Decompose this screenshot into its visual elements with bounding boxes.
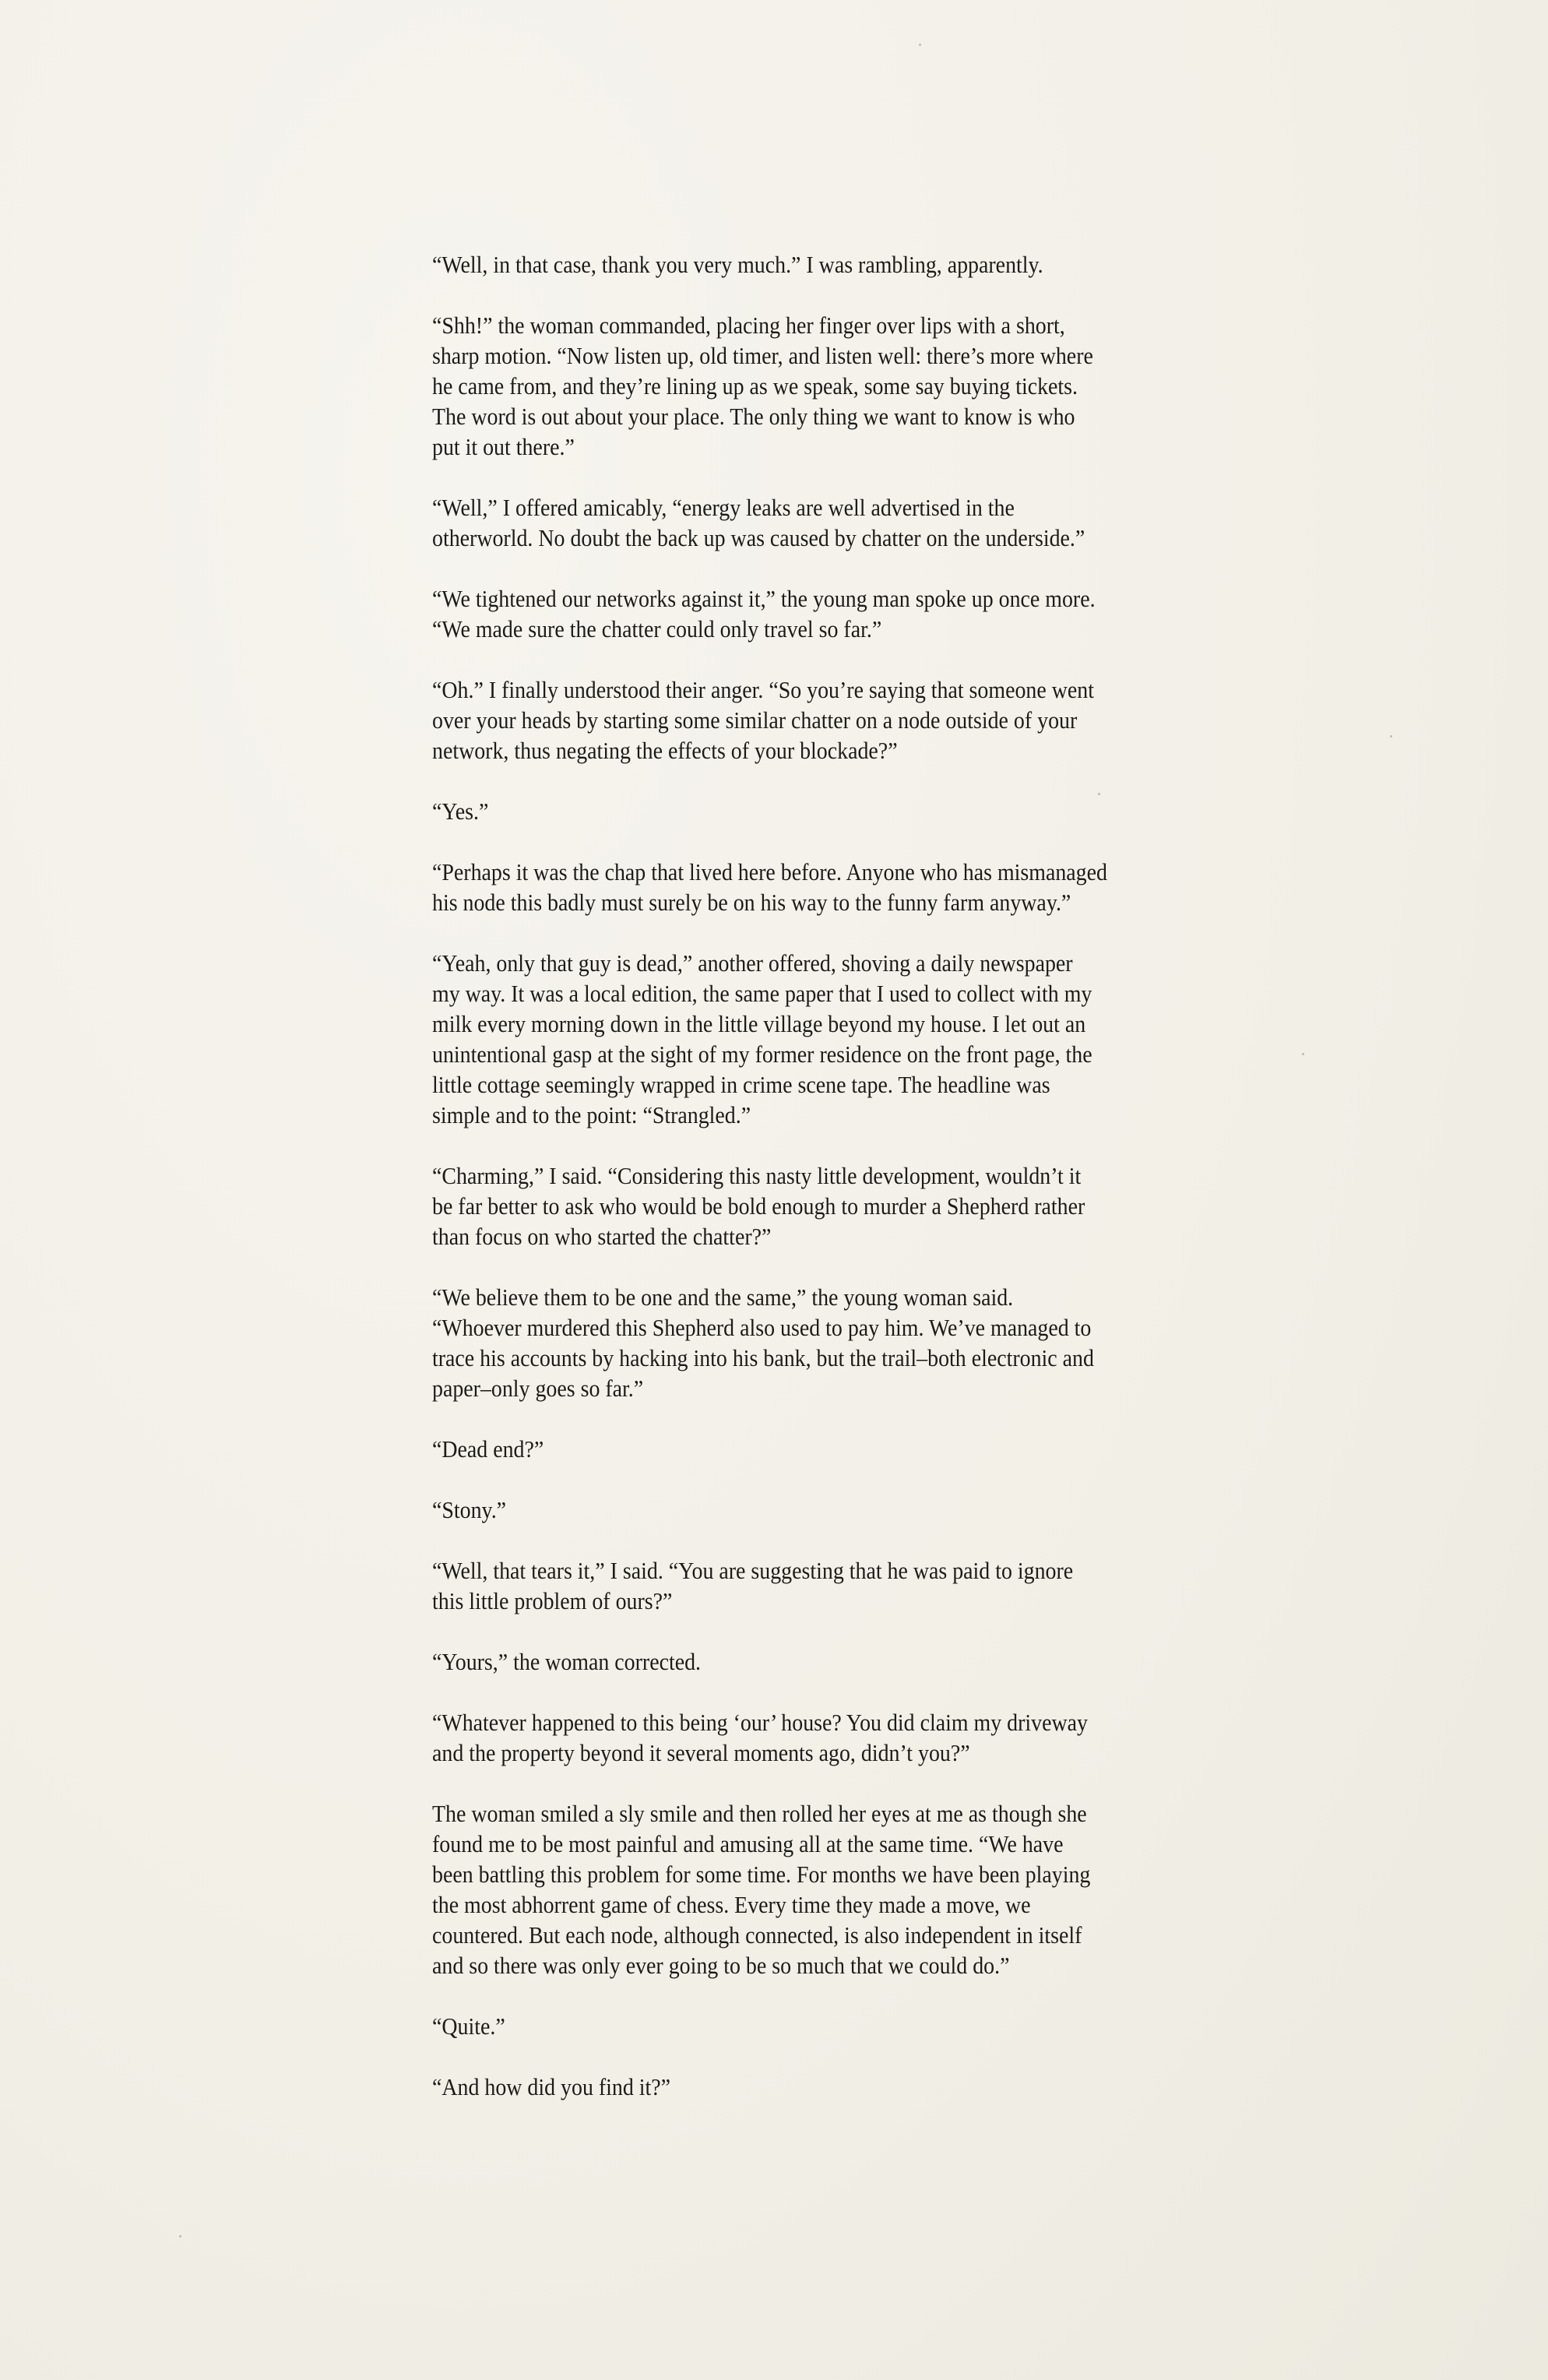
paragraph xyxy=(432,2072,1242,2102)
text-line: and the property beyond it several moments ago, didn’t you?” xyxy=(432,1739,970,1766)
text-line: “Yes.” xyxy=(432,797,489,825)
paragraph xyxy=(432,1707,1242,1768)
text-line: simple and to the point: “Strangled.” xyxy=(432,1101,751,1128)
text-line: unintentional gasp at the sight of my former residence on the front page, the xyxy=(432,1040,1092,1068)
text-line: put it out there.” xyxy=(432,433,575,460)
text-line: trace his accounts by hacking into his bank, but the trail–both electronic and xyxy=(432,1344,1094,1371)
paragraph xyxy=(432,1555,1242,1616)
text-line: milk every morning down in the little village beyond my house. I let out an xyxy=(432,1010,1086,1037)
paragraph xyxy=(432,674,1242,766)
paragraph xyxy=(432,857,1242,917)
text-line: sharp motion. “Now listen up, old timer, and listen well: there’s more where xyxy=(432,342,1093,369)
text-line: countered. But each node, although connected, is also independent in itself xyxy=(432,1921,1082,1949)
paragraph xyxy=(432,1160,1242,1252)
text-line: “Quite.” xyxy=(432,2012,505,2040)
text-line: he came from, and they’re lining up as we speak, some say buying tickets. xyxy=(432,372,1078,400)
text-line: The woman smiled a sly smile and then rolled her eyes at me as though she xyxy=(432,1800,1087,1827)
paragraph xyxy=(432,310,1242,462)
paragraph xyxy=(432,948,1242,1130)
text-line: “Oh.” I finally understood their anger. “So you’re saying that someone went xyxy=(432,676,1094,703)
text-line: “And how did you find it?” xyxy=(432,2073,671,2100)
paragraph xyxy=(432,1434,1242,1464)
text-line: found me to be most painful and amusing all at the same time. “We have xyxy=(432,1830,1064,1857)
paragraph xyxy=(432,1798,1242,1980)
text-line: been battling this problem for some time. For months we have been playing xyxy=(432,1861,1091,1888)
paper-speck xyxy=(179,2235,181,2237)
text-line: “Charming,” I said. “Considering this nasty little development, wouldn’t it xyxy=(432,1162,1082,1189)
text-line: “We believe them to be one and the same,” the young woman said. xyxy=(432,1283,1014,1311)
text-line: “Yours,” the woman corrected. xyxy=(432,1648,702,1675)
text-line: be far better to ask who would be bold enough to murder a Shepherd rather xyxy=(432,1192,1085,1220)
text-line: “Stony.” xyxy=(432,1496,507,1523)
text-line: “Well, that tears it,” I said. “You are suggesting that he was paid to ignore xyxy=(432,1557,1074,1584)
text-line: “Perhaps it was the chap that lived here before. Anyone who has mismanaged xyxy=(432,858,1107,885)
text-line: the most abhorrent game of chess. Every time they made a move, we xyxy=(432,1891,1031,1918)
paper-speck xyxy=(919,44,921,46)
text-line: “Shh!” the woman commanded, placing her finger over lips with a short, xyxy=(432,312,1065,339)
text-line: otherworld. No doubt the back up was caused by chatter on the underside.” xyxy=(432,524,1085,551)
text-line: and so there was only ever going to be so much that we could do.” xyxy=(432,1952,1010,1979)
paragraph xyxy=(432,583,1242,644)
paragraph xyxy=(432,796,1242,826)
paragraph xyxy=(432,1646,1242,1677)
paragraph xyxy=(432,1495,1242,1525)
text-line: little cottage seemingly wrapped in crime scene tape. The headline was xyxy=(432,1071,1050,1098)
text-line: than focus on who started the chatter?” xyxy=(432,1223,772,1250)
text-line: “We tightened our networks against it,” the young man spoke up once more. xyxy=(432,585,1096,612)
paper-speck xyxy=(1302,1053,1304,1055)
text-line: “Whatever happened to this being ‘our’ house? You did claim my driveway xyxy=(432,1709,1088,1736)
text-line: paper–only goes so far.” xyxy=(432,1375,644,1402)
text-line: “Whoever murdered this Shepherd also used to pay him. We’ve managed to xyxy=(432,1314,1092,1341)
text-line: network, thus negating the effects of your blockade?” xyxy=(432,737,898,764)
text-line: this little problem of ours?” xyxy=(432,1587,673,1614)
text-line: “Yeah, only that guy is dead,” another offered, shoving a daily newspaper xyxy=(432,949,1073,977)
paragraph xyxy=(432,2011,1242,2041)
paragraph xyxy=(432,1282,1242,1403)
text-line: The word is out about your place. The only thing we want to know is who xyxy=(432,403,1075,430)
text-line: “Well,” I offered amicably, “energy leaks are well advertised in the xyxy=(432,494,1015,521)
text-line: over your heads by starting some similar chatter on a node outside of your xyxy=(432,706,1078,734)
paper-speck xyxy=(1390,735,1392,738)
text-line: “Well, in that case, thank you very much.” I was rambling, apparently. xyxy=(432,251,1043,278)
paragraph xyxy=(432,492,1242,553)
text-line: “Dead end?” xyxy=(432,1435,544,1463)
text-line: his node this badly must surely be on his way to the funny farm anyway.” xyxy=(432,889,1071,916)
paper-speck xyxy=(1098,793,1100,795)
text-line: my way. It was a local edition, the same paper that I used to collect with my xyxy=(432,980,1092,1007)
paragraph xyxy=(432,249,1242,280)
text-line: “We made sure the chatter could only travel so far.” xyxy=(432,615,882,643)
page-body-text xyxy=(432,249,1242,2132)
